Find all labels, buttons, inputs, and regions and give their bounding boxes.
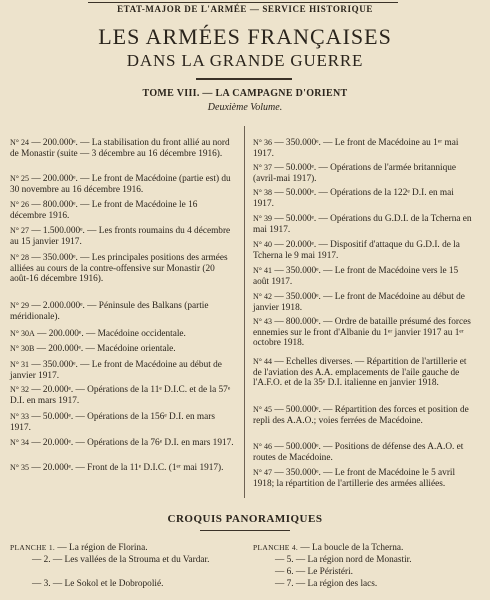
entry-text: — 200.000ᵉ. — Macédoine occidentale. <box>37 329 186 339</box>
entry-number: N° 41 <box>253 266 272 275</box>
tome-heading: TOME VIII. — LA CAMPAGNE D'ORIENT <box>142 88 348 99</box>
entry-text: — Echelles diverses. — Répartition de l'artillerie et de l'aviation des A.A. emplacements de l'aile gauche de l'A.F.O. et de la 35ᵉ D.I. italienne en janvier 1918. <box>253 357 467 388</box>
entry-text: — 350.000ᵉ. — Les principales positions des armées alliées au cours de la contre-offensive sur Monastir (20 août-16 décembre 1916). <box>10 253 228 284</box>
entry-number: N° 35 <box>10 463 29 472</box>
list-item <box>10 226 235 247</box>
list-item <box>10 578 264 590</box>
planche-text: — Le Sokol et le Dobropolié. <box>52 579 164 589</box>
entry-text: — 200.000ᵉ. — La stabilisation du front allié au nord de Monastir (suite — 3 décembre au 16 décembre 1916). <box>10 138 230 159</box>
entry-number: N° 44 <box>253 357 272 366</box>
entry-number: N° 25 <box>10 174 29 183</box>
entry-text: — 2.000.000ᵉ. — Péninsule des Balkans (partie méridionale). <box>10 301 209 322</box>
list-item <box>253 566 490 578</box>
entry-number: N° 37 <box>253 163 272 172</box>
list-item <box>253 214 475 235</box>
list-item <box>253 240 475 261</box>
entry-text: — 350.000ᵉ. — Le front de Macédoine le 5 avril 1918; la répartition de l'artillerie des armées alliées. <box>253 468 456 489</box>
list-item <box>10 200 235 221</box>
entry-text: — 1.500.000ᵉ. — Les fronts roumains du 4 décembre au 15 janvier 1917. <box>10 226 231 247</box>
entry-text: — 350.000ᵉ. — Le front de Macédoine vers le 15 août 1917. <box>253 266 459 287</box>
entry-text: — 20.000ᵉ. — Front de la 11ᵉ D.I.C. (1ᵉʳ mai 1917). <box>31 463 224 473</box>
list-item <box>10 438 235 449</box>
entry-number: N° 31 <box>10 360 29 369</box>
entry-number: N° 32 <box>10 385 29 394</box>
entry-number: N° 47 <box>253 468 272 477</box>
entry-number: N° 33 <box>10 412 29 421</box>
list-item <box>253 292 475 313</box>
entry-number: N° 40 <box>253 240 272 249</box>
list-item <box>10 542 242 554</box>
entry-number: N° 36 <box>253 138 272 147</box>
entry-text: — 800.000ᵉ. — Ordre de bataille présumé des forces ennemies sur le front d'Albanie du 1ᵉʳ janvier 1917 au 1ᵉʳ octobre 1918. <box>253 317 471 348</box>
entry-text: — 20.000ᵉ. — Opérations de la 11ᵉ D.I.C. et de la 57ᵉ D.I. en mars 1917. <box>10 385 231 406</box>
entry-number: N° 43 <box>253 317 272 326</box>
list-item <box>10 138 235 159</box>
list-item <box>10 344 235 355</box>
list-item <box>253 442 475 463</box>
list-item <box>253 468 475 489</box>
planche-prefix: PLANCHE 1. <box>10 543 56 552</box>
entry-number: N° 42 <box>253 292 272 301</box>
list-item <box>10 360 235 381</box>
entry-number: N° 39 <box>253 214 272 223</box>
planche-text: — La boucle de la Tcherna. <box>300 543 404 553</box>
list-item <box>10 412 235 433</box>
list-item <box>253 554 490 566</box>
list-item <box>253 138 475 159</box>
list-item <box>10 301 235 322</box>
list-item <box>10 253 235 285</box>
planche-prefix: PLANCHE 4. <box>253 543 299 552</box>
entry-text: — 50.000ᵉ. — Opérations du G.D.I. de la Tcherna en mai 1917. <box>253 214 472 235</box>
entry-number: N° 29 <box>10 301 29 310</box>
entry-text: — 350.000ᵉ. — Le front de Macédoine au 1ᵉʳ mai 1917. <box>253 138 459 159</box>
planche-prefix: — 7. <box>275 579 294 589</box>
entry-text: — 500.000ᵉ. — Positions de défense des A.A.O. et routes de Macédoine. <box>253 442 464 463</box>
entry-text: — 350.000ᵉ. — Le front de Macédoine au début de janvier 1917. <box>10 360 222 381</box>
list-item <box>10 463 235 474</box>
planche-prefix: — 3. <box>32 579 51 589</box>
list-item <box>253 188 475 209</box>
planche-text: — Le Péristéri. <box>295 567 353 577</box>
top-rule <box>88 2 398 3</box>
entry-number: N° 46 <box>253 442 272 451</box>
page-header: ETAT-MAJOR DE L'ARMÉE — SERVICE HISTORIQUE <box>117 4 373 14</box>
entry-number: N° 30A <box>10 329 35 338</box>
entry-text: — 350.000ᵉ. — Le front de Macédoine au début de janvier 1918. <box>253 292 465 313</box>
list-item <box>253 578 490 590</box>
entry-text: — 200.000ᵉ. — Macédoine orientale. <box>36 344 176 354</box>
planche-prefix: — 6. <box>275 567 294 577</box>
planche-prefix: — 2. <box>32 555 51 565</box>
list-item <box>253 357 475 389</box>
title-rule <box>196 78 292 80</box>
list-item <box>253 542 478 554</box>
planche-text: — La région nord de Monastir. <box>295 555 412 565</box>
entry-text: — 20.000ᵉ. — Dispositif d'attaque du G.D.I. de la Tcherna le 9 mai 1917. <box>253 240 460 261</box>
entry-number: N° 27 <box>10 226 29 235</box>
entry-number: N° 26 <box>10 200 29 209</box>
volume-subtitle: Deuxième Volume. <box>207 102 283 113</box>
entry-text: — 800.000ᵉ. — Le front de Macédoine le 16 décembre 1916. <box>10 200 198 221</box>
entry-number: N° 45 <box>253 405 272 414</box>
list-item <box>253 405 475 426</box>
entry-text: — 200.000ᵉ. — Le front de Macédoine (partie est) du 30 novembre au 16 décembre 1916. <box>10 174 231 195</box>
entry-number: N° 24 <box>10 138 29 147</box>
planche-text: — La région des lacs. <box>295 579 378 589</box>
planche-prefix: — 5. <box>275 555 294 565</box>
entry-number: N° 30B <box>10 344 35 353</box>
entry-text: — 500.000ᵉ. — Répartition des forces et position de repli des A.A.O.; voies ferrées de Macédoine. <box>253 405 469 426</box>
title-line-1: LES ARMÉES FRANÇAISES <box>98 24 392 49</box>
entry-number: N° 34 <box>10 438 29 447</box>
section-rule <box>200 530 290 531</box>
entry-text: — 50.000ᵉ. — Opérations de la 122ᵉ D.I. en mai 1917. <box>253 188 454 209</box>
entry-text: — 50.000ᵉ. — Opérations de la 156ᵉ D.I. en mars 1917. <box>10 412 216 433</box>
title-line-2: DANS LA GRANDE GUERRE <box>126 51 364 70</box>
list-item <box>10 385 235 406</box>
list-item <box>253 317 475 349</box>
list-item <box>10 174 235 195</box>
entry-number: N° 38 <box>253 188 272 197</box>
planche-text: — Les vallées de la Strouma et du Vardar. <box>52 555 210 565</box>
section-heading: CROQUIS PANORAMIQUES <box>167 513 323 525</box>
list-item <box>10 554 242 566</box>
list-item <box>10 329 235 340</box>
entry-number: N° 28 <box>10 253 29 262</box>
entry-text: — 20.000ᵉ. — Opérations de la 76ᵉ D.I. en mars 1917. <box>31 438 234 448</box>
list-item <box>253 163 475 184</box>
planche-text: — La région de Florina. <box>57 543 148 553</box>
entry-text: — 50.000ᵉ. — Opérations de l'armée britannique (avril-mai 1917). <box>253 163 456 184</box>
column-divider <box>244 126 245 498</box>
list-item <box>253 266 475 287</box>
